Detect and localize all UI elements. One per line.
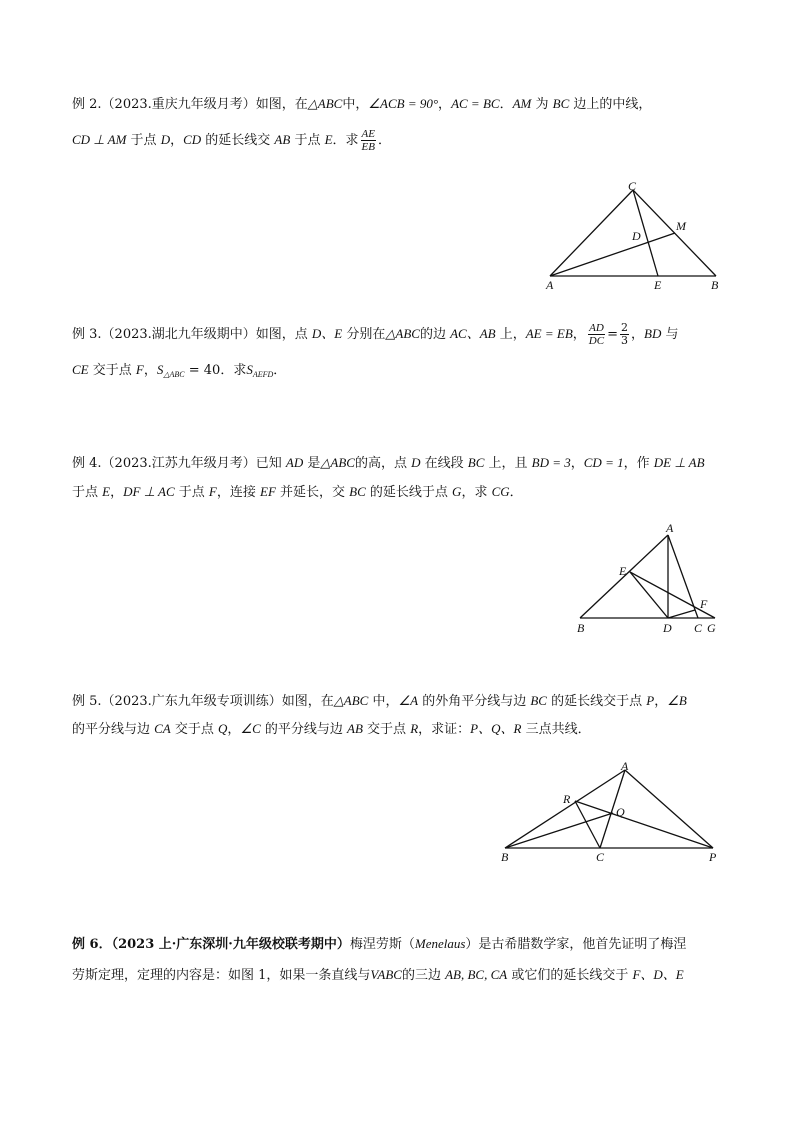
ex5-text: 交于点 bbox=[362, 722, 411, 737]
ex3-area: S bbox=[156, 362, 164, 377]
ex2-var: CD ⊥ AM bbox=[72, 132, 127, 147]
ex3-var: F bbox=[135, 362, 144, 377]
label-b: B bbox=[501, 850, 509, 864]
ex4-line-1 bbox=[72, 453, 705, 474]
ex3-fraction-2 bbox=[620, 322, 629, 347]
ex4-text: 已知 bbox=[255, 456, 286, 471]
label-q: Q bbox=[616, 805, 625, 819]
ex4-text: ，连接 bbox=[216, 485, 260, 500]
ex5-var: BC bbox=[530, 693, 547, 708]
ex3-text: = bbox=[607, 327, 618, 342]
ex2-text: 于点 bbox=[290, 133, 325, 148]
ex2-source: （2023.重庆九年级月考） bbox=[101, 97, 256, 112]
ex3-fraction bbox=[588, 322, 605, 347]
ex3-area-sub: △ABC bbox=[163, 370, 185, 379]
ex2-var: AB bbox=[274, 132, 291, 147]
label-g: G bbox=[707, 621, 716, 635]
ex5-figure bbox=[495, 758, 730, 866]
ex3-var: BD bbox=[644, 326, 662, 341]
ex6-line-2 bbox=[72, 965, 684, 986]
ex4-text: 并延长，交 bbox=[275, 485, 350, 500]
seg-ba bbox=[505, 770, 625, 848]
ex2-line-1 bbox=[72, 94, 651, 115]
ex3-var: AC、AB bbox=[450, 326, 496, 341]
label-c: C bbox=[596, 850, 605, 864]
label-m: M bbox=[676, 219, 686, 233]
ex5-var: AB bbox=[347, 721, 363, 736]
ex5-triangle: △ABC bbox=[333, 693, 369, 708]
frac-num: 2 bbox=[620, 321, 628, 334]
ex4-text: 于点 bbox=[72, 485, 103, 500]
ex4-var: BC bbox=[349, 484, 366, 499]
ex4-text: 于点 bbox=[174, 485, 209, 500]
ex4-text: 在线段 bbox=[420, 456, 468, 471]
ex3-text: = 40 bbox=[184, 363, 221, 378]
label-c: C bbox=[628, 179, 637, 193]
ex2-fraction bbox=[361, 128, 376, 153]
seg-ac bbox=[550, 190, 633, 276]
ex4-text: 的高，点 bbox=[354, 456, 412, 471]
ex2-text: ．求 bbox=[332, 133, 359, 148]
ex5-text: 的平分线与边 bbox=[72, 722, 155, 737]
ex2-text: 如图，在 bbox=[255, 97, 308, 112]
ex5-text: 如图，在 bbox=[281, 694, 334, 709]
ex4-text: ，求 bbox=[461, 485, 492, 500]
ex5-text: 三点共线． bbox=[521, 722, 591, 737]
ex6-triangle: VABC bbox=[370, 967, 402, 982]
ex6-label: 例 6． bbox=[72, 937, 112, 952]
ex2-var: CD bbox=[183, 132, 202, 147]
ex2-angle: ∠ACB = 90° bbox=[368, 96, 439, 111]
label-r: R bbox=[563, 792, 571, 806]
ex3-text: ， bbox=[143, 363, 157, 378]
ex4-text: 上，且 bbox=[484, 456, 532, 471]
ex6-var: AB, BC, CA bbox=[445, 967, 508, 982]
ex3-area-sub: AEFD bbox=[252, 370, 274, 379]
ex4-var: DF ⊥ AC bbox=[123, 484, 175, 499]
ex3-text: 如图，点 bbox=[255, 327, 312, 342]
ex2-text: 的延长线交 bbox=[201, 133, 275, 148]
ex4-equation: BD = 3 bbox=[531, 455, 571, 470]
ex6-text: 或它们的延长线交于 bbox=[507, 968, 633, 983]
label-a: A bbox=[621, 759, 629, 773]
ex3-text: 交于点 bbox=[88, 363, 136, 378]
ex5-angle: ∠B bbox=[667, 693, 687, 708]
ex5-line-1 bbox=[72, 691, 687, 712]
ex5-source: （2023.广东九年级专项训练） bbox=[101, 694, 282, 709]
label-d: D bbox=[632, 229, 641, 243]
seg-ap bbox=[625, 770, 713, 848]
seg-ac bbox=[668, 535, 698, 618]
ex4-var: G bbox=[452, 484, 462, 499]
ex2-text: 于点 bbox=[126, 133, 161, 148]
ex3-text: ． bbox=[273, 363, 287, 378]
ex4-line-2 bbox=[72, 482, 523, 503]
ex4-label: 例 4. bbox=[72, 456, 102, 471]
label-e: E bbox=[654, 278, 662, 292]
ex2-text: ， bbox=[438, 97, 452, 112]
ex5-text: 的延长线交于点 bbox=[546, 694, 647, 709]
ex4-var: CG bbox=[491, 484, 510, 499]
ex2-text: 中， bbox=[342, 97, 369, 112]
ex6-name: Menelaus bbox=[414, 936, 466, 951]
ex5-text: 的平分线与边 bbox=[260, 722, 348, 737]
ex4-text: ， bbox=[570, 456, 584, 471]
ex2-var: E bbox=[324, 132, 333, 147]
ex5-label: 例 5. bbox=[72, 694, 102, 709]
ex2-text: ， bbox=[170, 133, 184, 148]
ex5-var: R bbox=[410, 721, 419, 736]
ex4-var: E bbox=[102, 484, 111, 499]
ex3-text: ．求 bbox=[220, 363, 247, 378]
ex3-text: 与 bbox=[661, 327, 679, 342]
ex3-triangle: △ABC bbox=[385, 326, 420, 341]
ex4-text: ， bbox=[110, 485, 124, 500]
ex6-text: 梅涅劳斯（ bbox=[349, 937, 415, 952]
ex6-line-1 bbox=[72, 934, 686, 955]
frac-den: DC bbox=[588, 335, 605, 347]
seg-de bbox=[630, 572, 668, 618]
ex5-text: 中， bbox=[368, 694, 399, 709]
ex4-text: ． bbox=[509, 485, 523, 500]
label-f: F bbox=[700, 597, 708, 611]
ex6-source: （2023 上·广东深圳·九年级校联考期中） bbox=[111, 937, 350, 952]
seg-df bbox=[668, 610, 695, 618]
ex3-source: （2023.湖北九年级期中） bbox=[101, 327, 256, 342]
ex3-text: ， bbox=[630, 327, 644, 342]
ex6-text: 劳斯定理，定理的内容是：如图 1，如果一条直线与 bbox=[72, 968, 371, 983]
label-b: B bbox=[711, 278, 719, 292]
frac-den: EB bbox=[361, 141, 375, 153]
ex5-angle: ∠A bbox=[398, 693, 419, 708]
ex4-var: AD bbox=[285, 455, 304, 470]
ex2-var: AM bbox=[512, 96, 532, 111]
ex4-triangle: △ABC bbox=[320, 455, 355, 470]
ex3-text: 的边 bbox=[419, 327, 451, 342]
frac-num: AD bbox=[589, 322, 604, 334]
label-c: C bbox=[694, 621, 703, 635]
label-p: P bbox=[709, 850, 717, 864]
ex6-text: 的三边 bbox=[401, 968, 446, 983]
ex2-var: D bbox=[160, 132, 171, 147]
ex4-text: 是 bbox=[303, 456, 321, 471]
ex3-var: D、E bbox=[311, 326, 343, 341]
ex4-figure bbox=[570, 520, 730, 638]
ex5-text: 交于点 bbox=[170, 722, 219, 737]
label-d: D bbox=[663, 621, 672, 635]
ex2-figure bbox=[540, 178, 730, 294]
ex3-label: 例 3. bbox=[72, 327, 102, 342]
ex2-text: ． bbox=[378, 133, 392, 148]
seg-eg bbox=[630, 572, 715, 618]
ex3-line-1 bbox=[72, 322, 678, 347]
ex3-text: 分别在 bbox=[342, 327, 386, 342]
ex4-text: ，作 bbox=[623, 456, 654, 471]
ex3-area: S bbox=[246, 362, 253, 377]
label-a: A bbox=[546, 278, 554, 292]
ex4-var: F bbox=[208, 484, 217, 499]
frac-den: 3 bbox=[620, 334, 628, 347]
label-b: B bbox=[577, 621, 585, 635]
ex5-var: CA bbox=[154, 721, 171, 736]
ex2-triangle: △ABC bbox=[307, 96, 343, 111]
ex5-angle: ∠C bbox=[240, 721, 261, 736]
ex2-equation: AC = BC bbox=[451, 96, 500, 111]
label-a: A bbox=[666, 521, 674, 535]
ex4-var: EF bbox=[260, 484, 276, 499]
ex5-var: P bbox=[646, 693, 655, 708]
ex2-text: ． bbox=[499, 97, 513, 112]
ex2-label: 例 2. bbox=[72, 97, 102, 112]
ex5-var: Q bbox=[218, 721, 228, 736]
ex5-text: ， bbox=[227, 722, 241, 737]
ex5-line-2 bbox=[72, 719, 591, 740]
ex6-text: ）是古希腊数学家，他首先证明了梅涅 bbox=[465, 937, 687, 952]
ex5-text: ， bbox=[654, 694, 668, 709]
ex3-text: 上， bbox=[495, 327, 526, 342]
ex6-var: F、D、E bbox=[632, 967, 684, 982]
ex5-text: ，求证： bbox=[418, 722, 471, 737]
ex2-text: 为 bbox=[531, 97, 553, 112]
ex4-var: BC bbox=[467, 455, 485, 470]
ex2-text: 边上的中线， bbox=[569, 97, 652, 112]
ex5-var: P、Q、R bbox=[470, 721, 522, 736]
ex5-text: 的外角平分线与边 bbox=[418, 694, 531, 709]
ex3-var: CE bbox=[72, 362, 89, 377]
ex3-equation: AE = EB bbox=[525, 326, 573, 341]
frac-num: AE bbox=[361, 128, 375, 140]
ex4-var: D bbox=[411, 455, 421, 470]
ex3-text: ， bbox=[572, 327, 586, 342]
label-e: E bbox=[619, 564, 627, 578]
ex2-line-2 bbox=[72, 128, 391, 153]
ex4-equation: CD = 1 bbox=[583, 455, 624, 470]
ex4-text: 的延长线于点 bbox=[365, 485, 453, 500]
ex4-var: DE ⊥ AB bbox=[653, 455, 705, 470]
ex2-var: BC bbox=[552, 96, 570, 111]
ex3-line-2 bbox=[72, 360, 286, 385]
ex4-source: （2023.江苏九年级月考） bbox=[101, 456, 256, 471]
